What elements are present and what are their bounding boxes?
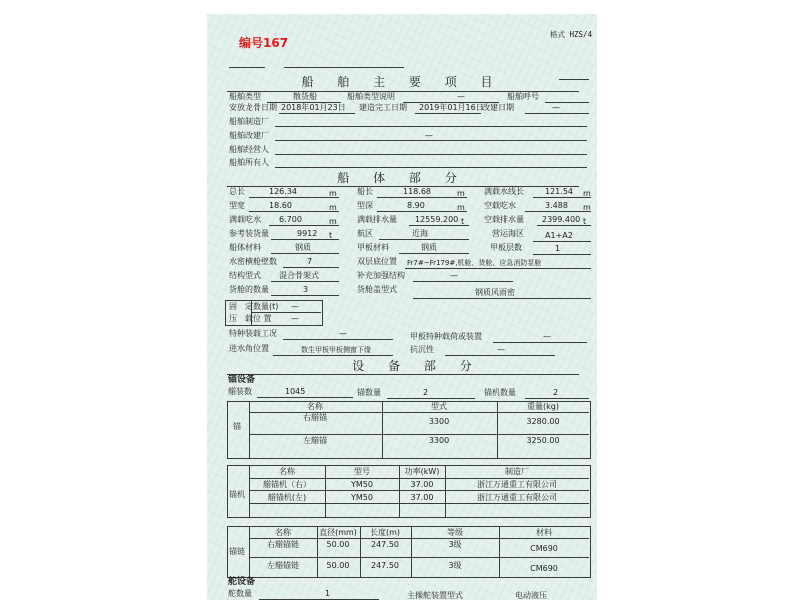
table-row-cell: 浙江万通重工有限公司 (477, 493, 557, 502)
field-line (271, 239, 339, 240)
table-row-cell: 3280.00 (526, 417, 560, 426)
field-line (275, 140, 587, 141)
ship-type-value: 散货船 (293, 92, 317, 101)
ocean-area-label: 营运海区 (492, 229, 524, 238)
special-load-label: 特种装载工况 (229, 329, 277, 338)
holds-value: 3 (303, 285, 309, 294)
table-divider (249, 434, 589, 435)
rudder-count-label: 舵数量 (228, 589, 252, 598)
breadth-value: 18.60 (269, 201, 292, 210)
lbp-value: 118.68 (403, 187, 431, 196)
anchor-heading: 锚设备 (228, 375, 256, 385)
anchor-col-name: 名称 (307, 402, 323, 411)
full-disp-label: 满载排水量 (357, 215, 397, 224)
table-divider (317, 526, 318, 577)
route-label: 航区 (357, 229, 373, 238)
callsign-label: 船舶呼号 (507, 92, 539, 101)
windlass-col-name: 名称 (279, 467, 295, 476)
empty-disp-value: 2399.400 (542, 215, 581, 224)
field-line (405, 268, 591, 269)
anchor-table-side-label: 锚 (233, 422, 241, 431)
chain-table-side-label: 锚链 (229, 547, 245, 556)
ship-type-label: 船舶类型 (229, 92, 261, 101)
windlass-col-power: 功率(kW) (404, 467, 440, 476)
lbp-label: 船长 (357, 187, 373, 196)
type-desc-label: 船舶类型说明 (347, 92, 395, 101)
title-underline (227, 374, 579, 375)
rebuilder-label: 船舶改建厂 (229, 131, 269, 140)
table-row-cell: 50.00 (326, 561, 350, 570)
table-row-cell: 左艏锚 (303, 436, 327, 445)
ship-main-title: 船 舶 主 要 项 目 (301, 75, 503, 89)
full-disp-unit: t (461, 217, 465, 226)
field-line (493, 342, 587, 343)
rudder-heading: 舵设备 (228, 577, 256, 587)
lwl-value: 121.54 (545, 187, 573, 196)
double-bottom-value: Fr7#~Fr179#,机舱、货舱、应急消防泵舱 (407, 259, 542, 267)
ballast-label-2: 压 载 (229, 314, 253, 323)
field-line (533, 254, 591, 255)
survey-record-sheet (207, 14, 597, 600)
field-line (409, 225, 469, 226)
steering-label: 主操舵装置型式 (407, 591, 463, 600)
table-divider (499, 526, 500, 577)
table-row-cell: YM50 (351, 493, 373, 502)
windlass-qty-label: 锚机数量 (484, 388, 516, 397)
field-line (379, 239, 469, 240)
table-divider (399, 465, 400, 517)
table-row-cell: 艏锚机（右） (263, 480, 311, 489)
full-draft-value: 6.700 (279, 215, 302, 224)
operator-label: 船舶经营人 (229, 145, 269, 154)
deck-material-value: 钢质 (421, 243, 437, 252)
reinforcement-label: 补充加强结构 (357, 271, 405, 280)
table-divider (497, 401, 498, 458)
loa-value: 126.34 (269, 187, 297, 196)
table-row-cell: 右艏锚 (303, 413, 327, 422)
field-line (279, 113, 355, 114)
table-row-cell: 左艏锚链 (267, 561, 299, 570)
table-row-cell: 右艏锚链 (267, 540, 299, 549)
empty-draft-unit: m (583, 203, 591, 212)
depth-label: 型深 (357, 201, 373, 210)
subsidence-value: — (497, 345, 505, 354)
empty-disp-label: 空载排水量 (484, 215, 524, 224)
reinforcement-value: — (450, 271, 458, 280)
field-line (525, 398, 589, 399)
field-line (525, 113, 589, 114)
form-format: 格式 HZS/4 (550, 30, 593, 39)
field-line (283, 339, 393, 340)
route-value: 近海 (412, 229, 428, 238)
field-line (377, 211, 467, 212)
table-row-cell: 37.00 (410, 493, 434, 502)
hull-material-label: 船体材料 (229, 243, 261, 252)
lwl-label: 满载水线长 (484, 187, 524, 196)
table-row-cell: 3300 (428, 436, 450, 445)
table-row-cell: CM690 (530, 544, 558, 553)
rudder-count-value: 1 (325, 589, 331, 598)
field-line (269, 225, 339, 226)
ballast-divider (251, 312, 321, 313)
windlass-table-side-label: 锚机 (229, 490, 245, 499)
field-line (525, 211, 591, 212)
full-disp-value: 12559.200 (415, 215, 459, 224)
chain-col-grade: 等级 (447, 528, 463, 537)
deck-load-label: 甲板特种载荷或装置 (410, 332, 482, 341)
deck-load-value: — (543, 332, 551, 341)
field-line (533, 241, 591, 242)
field-line (271, 253, 339, 254)
anchor-count-value: 1045 (285, 387, 306, 396)
field-line (387, 398, 475, 399)
field-line (533, 197, 591, 198)
special-load-value: — (339, 329, 347, 338)
keel-date-value: 2018年01月23日 (281, 103, 346, 112)
full-draft-label: 满载吃水 (229, 215, 261, 224)
ballast-pos-value: — (291, 314, 299, 323)
builder-label: 船舶制造厂 (229, 117, 269, 126)
structure-label: 结构型式 (229, 271, 261, 280)
ballast-qty-label: 数量(t) (253, 302, 279, 311)
depth-value: 8.90 (407, 201, 425, 210)
decks-label: 甲板层数 (490, 243, 522, 252)
hatch-label: 货舱盖型式 (357, 285, 397, 294)
table-row-cell: 37.00 (410, 480, 434, 489)
flood-angle-value: 数生甲板甲板侧窗下缘 (301, 346, 371, 354)
table-divider (249, 557, 589, 558)
ref-load-unit: t (329, 231, 333, 240)
table-row-cell: CM690 (530, 564, 558, 573)
equipment-section-title: 设 备 部 分 (352, 359, 482, 373)
full-draft-unit: m (329, 217, 337, 226)
table-divider (360, 526, 361, 577)
field-line (283, 267, 339, 268)
anchor-col-type: 型式 (431, 402, 447, 411)
field-line (413, 298, 591, 299)
table-row-cell: 3级 (448, 540, 462, 549)
table-row-cell: 3级 (448, 561, 462, 570)
lwl-unit: m (583, 189, 591, 198)
field-line (257, 397, 353, 398)
chain-col-length: 长度(m) (369, 528, 401, 537)
steering-value: 电动液压 (515, 591, 547, 600)
owner-label: 船舶所有人 (229, 158, 269, 167)
structure-value: 混合骨架式 (279, 271, 319, 280)
deck-material-label: 甲板材料 (357, 243, 389, 252)
empty-draft-value: 3.488 (545, 201, 568, 210)
field-line (275, 167, 587, 168)
type-desc-value: — (457, 92, 465, 101)
field-line (445, 355, 555, 356)
loa-label: 总长 (229, 187, 245, 196)
bulkheads-value: 7 (307, 257, 313, 266)
ref-load-value: 9912 (297, 229, 318, 238)
table-row-cell: 247.50 (371, 540, 399, 549)
table-divider (249, 478, 589, 479)
empty-disp-unit: t (583, 217, 587, 226)
field-line (399, 253, 469, 254)
field-line (415, 113, 481, 114)
subsidence-label: 抗沉性 (410, 345, 434, 354)
table-row-cell: 3300 (428, 417, 450, 426)
double-bottom-label: 双层底位置 (357, 257, 397, 266)
breadth-unit: m (329, 203, 337, 212)
table-divider (249, 401, 250, 458)
blank-line (559, 79, 589, 80)
ballast-label-1: 固 定 (229, 302, 253, 311)
rebuilt-date-value: — (552, 103, 560, 112)
table-divider (249, 538, 589, 539)
rebuilder-value: — (425, 131, 433, 140)
anchor-qty-value: 2 (423, 388, 429, 397)
serial-number: 编号167 (239, 36, 289, 50)
table-divider (382, 401, 383, 458)
field-line (377, 197, 467, 198)
table-row-cell: 浙江万通重工有限公司 (477, 480, 557, 489)
field-line (275, 126, 587, 127)
ref-load-label: 参考装货量 (229, 229, 269, 238)
table-row-cell: 3250.00 (526, 436, 560, 445)
field-line (413, 281, 513, 282)
windlass-col-maker: 制造厂 (505, 467, 529, 476)
rebuilt-date-label: 改建日期 (482, 103, 514, 112)
lbp-unit: m (457, 189, 465, 198)
decks-value: 1 (555, 244, 561, 253)
keel-date-label: 安放龙骨日期 (229, 103, 277, 112)
field-line (249, 211, 339, 212)
anchor-qty-label: 锚数量 (357, 388, 381, 397)
table-divider (249, 412, 589, 413)
chain-col-diameter: 直径(mm) (319, 528, 357, 537)
table-divider (445, 465, 446, 517)
empty-draft-label: 空载吃水 (484, 201, 516, 210)
hull-material-value: 钢质 (295, 243, 311, 252)
windlass-qty-value: 2 (553, 388, 559, 397)
holds-label: 货舱的数量 (229, 285, 269, 294)
ballast-pos-label: 位 置 (253, 314, 272, 323)
chain-col-material: 材料 (536, 528, 552, 537)
field-line (275, 154, 587, 155)
anchor-col-weight: 重量(kg) (527, 402, 559, 411)
blank-line (229, 67, 265, 68)
hatch-value: 钢质风雨密 (475, 288, 515, 297)
field-line (249, 197, 339, 198)
field-line (271, 281, 339, 282)
built-date-label: 建造完工日期 (359, 103, 407, 112)
field-line (273, 355, 393, 356)
built-date-value: 2019年01月16日 (419, 103, 484, 112)
depth-unit: m (457, 203, 465, 212)
table-divider (411, 526, 412, 577)
breadth-label: 型宽 (229, 201, 245, 210)
table-divider (249, 526, 250, 577)
table-row-cell: 50.00 (326, 540, 350, 549)
field-line (271, 295, 339, 296)
bulkheads-label: 水密横舱壁数 (229, 257, 277, 266)
table-row-cell: 247.50 (371, 561, 399, 570)
field-line (537, 225, 591, 226)
ocean-area-value: A1+A2 (545, 231, 573, 240)
table-row-cell: 艏锚机(左) (267, 493, 307, 502)
anchor-count-label: 艏装数 (228, 387, 252, 396)
table-divider (249, 490, 589, 491)
table-row-cell: YM50 (351, 480, 373, 489)
blank-line (284, 67, 404, 68)
loa-unit: m (329, 189, 337, 198)
ballast-qty-value: — (291, 302, 299, 311)
hull-section-title: 船 体 部 分 (337, 171, 467, 185)
table-divider (249, 503, 589, 504)
table-divider (249, 465, 250, 517)
table-divider (325, 465, 326, 517)
windlass-col-model: 型号 (354, 467, 370, 476)
flood-angle-label: 进水角位置 (229, 344, 269, 353)
chain-col-name: 名称 (275, 528, 291, 537)
